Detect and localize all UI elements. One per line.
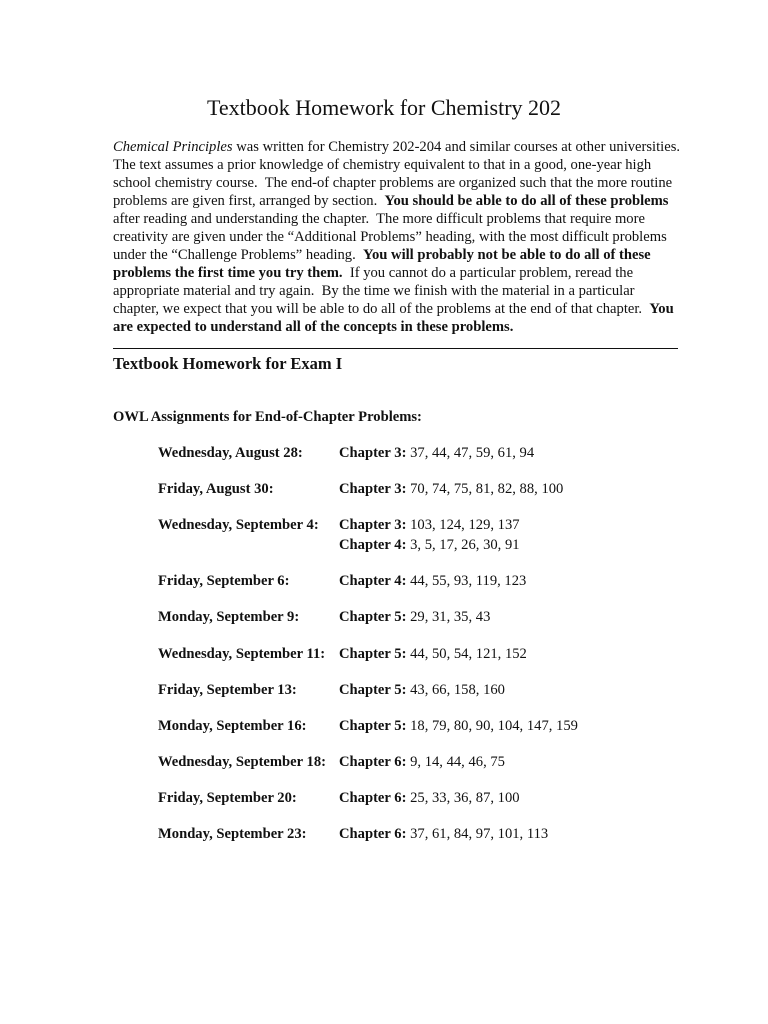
intro-text: school chemistry course. The end-of chapter problems are organized such that the more routine bbox=[113, 175, 673, 191]
intro-line bbox=[113, 228, 698, 246]
chapter-label: Chapter 5: bbox=[339, 646, 407, 662]
chapter-list bbox=[339, 788, 520, 808]
chapter-assignment bbox=[339, 644, 527, 664]
chapter-list bbox=[339, 607, 490, 627]
chapter-assignment bbox=[339, 443, 534, 463]
chapter-list bbox=[339, 752, 505, 772]
intro-text: If you cannot do a particular problem, reread the bbox=[342, 265, 634, 281]
intro-line bbox=[113, 174, 698, 192]
emphasis-text: You will probably not be able to do all of these bbox=[363, 247, 651, 263]
problem-numbers: 25, 33, 36, 87, 100 bbox=[410, 790, 520, 806]
chapter-label: Chapter 5: bbox=[339, 718, 407, 734]
assignment-date: Wednesday, August 28: bbox=[158, 445, 303, 461]
chapter-list bbox=[339, 680, 505, 700]
book-title-italic: Chemical Principles bbox=[113, 139, 233, 155]
chapter-list bbox=[339, 443, 534, 463]
chapter-assignment bbox=[339, 752, 505, 772]
assignment-date: Friday, August 30: bbox=[158, 481, 274, 497]
problem-numbers: 18, 79, 80, 90, 104, 147, 159 bbox=[410, 718, 578, 734]
problem-numbers: 44, 55, 93, 119, 123 bbox=[410, 573, 527, 589]
problem-numbers: 103, 124, 129, 137 bbox=[410, 517, 520, 533]
intro-text: under the “Challenge Problems” heading. bbox=[113, 247, 364, 263]
intro-line bbox=[113, 264, 698, 282]
chapter-assignment bbox=[339, 607, 490, 627]
chapter-list bbox=[339, 479, 563, 499]
problem-numbers: 3, 5, 17, 26, 30, 91 bbox=[410, 537, 520, 553]
chapter-assignment bbox=[339, 479, 563, 499]
horizontal-rule bbox=[113, 348, 678, 349]
intro-text: after reading and understanding the chapter. The more difficult problems that require more bbox=[113, 211, 645, 227]
problem-numbers: 9, 14, 44, 46, 75 bbox=[410, 754, 505, 770]
intro-line bbox=[113, 192, 698, 210]
intro-line bbox=[113, 318, 698, 336]
chapter-label: Chapter 5: bbox=[339, 682, 407, 698]
chapter-list bbox=[339, 571, 526, 591]
intro-line bbox=[113, 210, 698, 228]
chapter-label: Chapter 3: bbox=[339, 481, 407, 497]
chapter-label: Chapter 6: bbox=[339, 790, 407, 806]
intro-line bbox=[113, 246, 698, 264]
assignment-date: Wednesday, September 11: bbox=[158, 646, 326, 662]
chapter-assignment bbox=[339, 515, 520, 535]
assignment-date: Monday, September 16: bbox=[158, 718, 307, 734]
chapter-label: Chapter 6: bbox=[339, 826, 407, 842]
chapter-label: Chapter 3: bbox=[339, 445, 407, 461]
problem-numbers: 44, 50, 54, 121, 152 bbox=[410, 646, 527, 662]
assignment-date: Friday, September 13: bbox=[158, 682, 297, 698]
chapter-label: Chapter 3: bbox=[339, 517, 407, 533]
intro-line bbox=[113, 138, 698, 156]
intro-paragraph bbox=[113, 138, 698, 336]
emphasis-text: are expected to understand all of the concepts in these problems. bbox=[113, 319, 514, 335]
problem-numbers: 37, 44, 47, 59, 61, 94 bbox=[410, 445, 535, 461]
chapter-label: Chapter 4: bbox=[339, 573, 407, 589]
intro-text: The text assumes a prior knowledge of chemistry equivalent to that in a good, one-year high bbox=[113, 157, 652, 173]
chapter-label: Chapter 5: bbox=[339, 609, 407, 625]
intro-text: was written for Chemistry 202-204 and similar courses at other universities. bbox=[232, 139, 681, 155]
subheading: OWL Assignments for End-of-Chapter Problems: bbox=[113, 409, 422, 425]
intro-line bbox=[113, 282, 698, 300]
assignment-date: Monday, September 23: bbox=[158, 826, 307, 842]
page-title: Textbook Homework for Chemistry 202 bbox=[206, 95, 562, 120]
intro-text: chapter, we expect that you will be able to do all of the problems at the end of that chapter. bbox=[113, 301, 650, 317]
chapter-label: Chapter 6: bbox=[339, 754, 407, 770]
intro-text: creativity are given under the “Additional Problems” heading, with the most difficult problems bbox=[113, 229, 667, 245]
chapter-assignment bbox=[339, 571, 526, 591]
assignment-date: Wednesday, September 4: bbox=[158, 517, 319, 533]
emphasis-text: You bbox=[649, 301, 674, 317]
chapter-assignment bbox=[339, 788, 520, 808]
assignment-date: Friday, September 20: bbox=[158, 790, 297, 806]
chapter-list bbox=[339, 515, 520, 555]
intro-text: problems are given first, arranged by section. bbox=[113, 193, 385, 209]
chapter-assignment bbox=[339, 716, 578, 736]
intro-text: appropriate material and try again. By the time we finish with the material in a particular bbox=[113, 283, 635, 299]
emphasis-text: You should be able to do all of these problems bbox=[384, 193, 669, 209]
chapter-list bbox=[339, 644, 527, 664]
problem-numbers: 70, 74, 75, 81, 82, 88, 100 bbox=[410, 481, 564, 497]
assignment-date: Monday, September 9: bbox=[158, 609, 300, 625]
intro-line bbox=[113, 156, 698, 174]
chapter-label: Chapter 4: bbox=[339, 537, 407, 553]
assignment-date: Wednesday, September 18: bbox=[158, 754, 326, 770]
chapter-assignment bbox=[339, 535, 520, 555]
problem-numbers: 43, 66, 158, 160 bbox=[410, 682, 505, 698]
emphasis-text: problems the first time you try them. bbox=[113, 265, 343, 281]
intro-line bbox=[113, 300, 698, 318]
chapter-list bbox=[339, 716, 578, 736]
problem-numbers: 37, 61, 84, 97, 101, 113 bbox=[410, 826, 549, 842]
section-heading: Textbook Homework for Exam I bbox=[113, 354, 343, 373]
problem-numbers: 29, 31, 35, 43 bbox=[410, 609, 491, 625]
chapter-assignment bbox=[339, 824, 548, 844]
assignment-date: Friday, September 6: bbox=[158, 573, 290, 589]
chapter-list bbox=[339, 824, 548, 844]
chapter-assignment bbox=[339, 680, 505, 700]
